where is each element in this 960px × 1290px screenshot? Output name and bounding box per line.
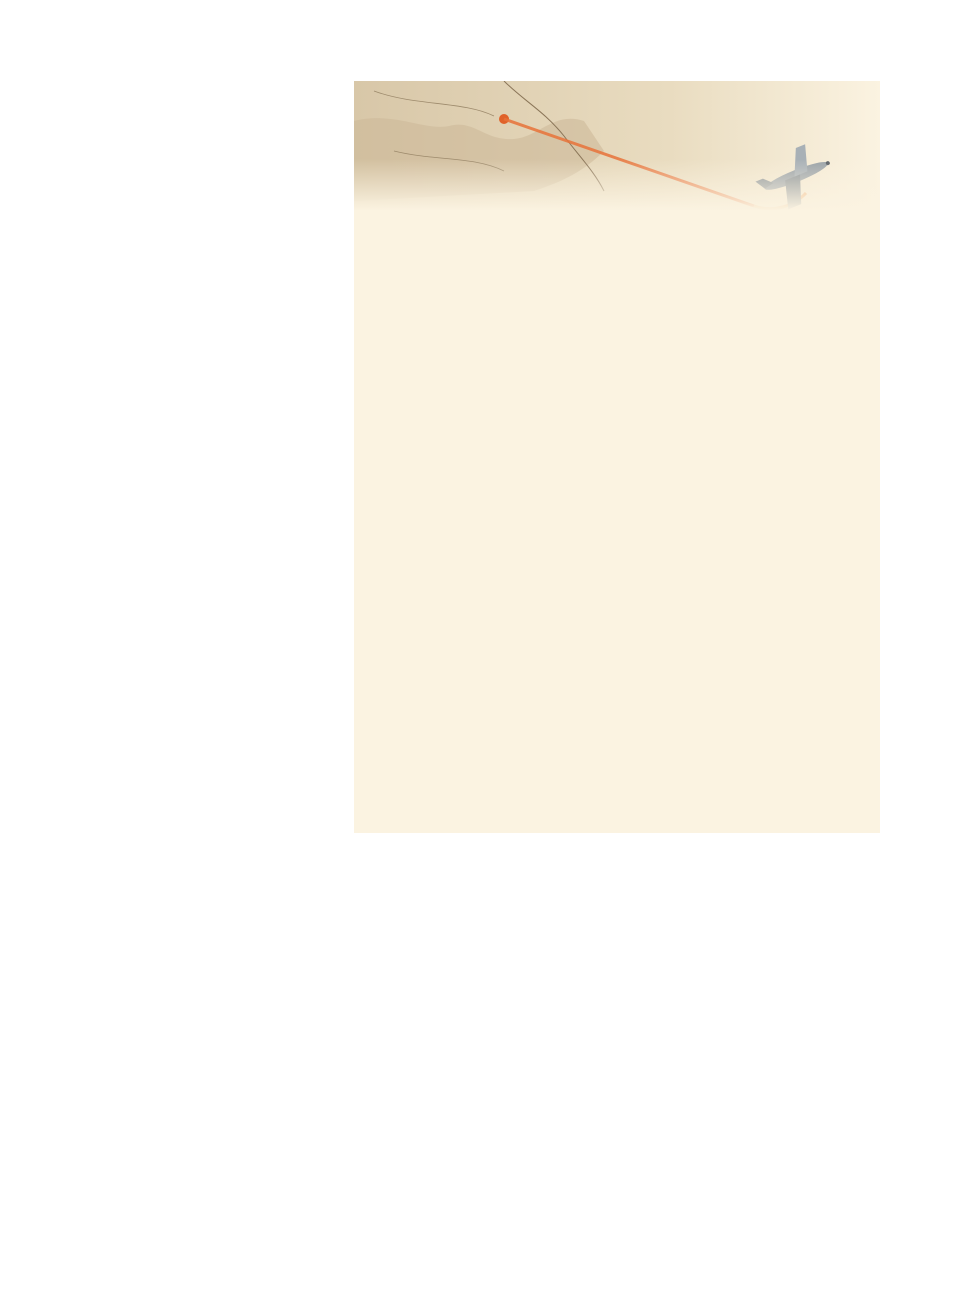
italy-map-illustration xyxy=(354,81,880,211)
ce-in-italy-sidebar xyxy=(354,81,880,833)
page-footer xyxy=(883,1235,895,1248)
